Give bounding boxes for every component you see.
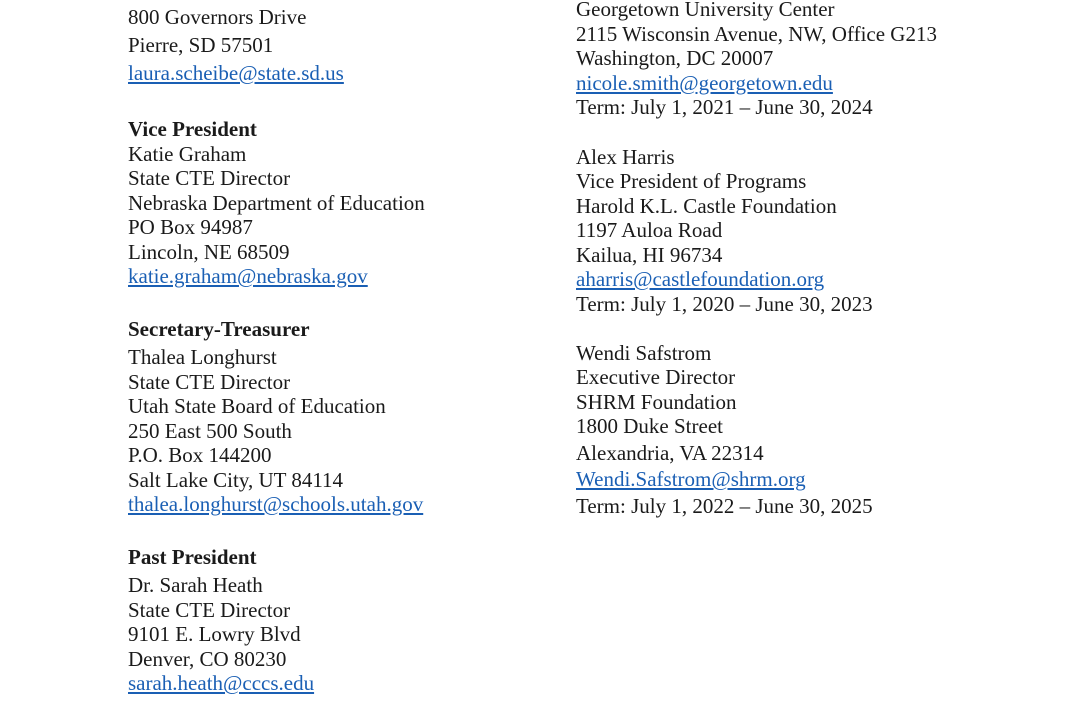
secretary-treasurer-address-line2: P.O. Box 144200 [128, 443, 272, 467]
vice-president-email-link[interactable]: katie.graham@nebraska.gov [128, 264, 368, 288]
secretary-treasurer-heading: Secretary-Treasurer [128, 317, 310, 341]
president-email-link[interactable]: laura.scheibe@state.sd.us [128, 61, 344, 85]
member1-email-link[interactable]: nicole.smith@georgetown.edu [576, 71, 833, 95]
member3-address-line2: Alexandria, VA 22314 [576, 441, 764, 465]
past-president-address-line1: 9101 E. Lowry Blvd [128, 622, 301, 646]
member2-title: Vice President of Programs [576, 169, 807, 193]
member3-title: Executive Director [576, 365, 736, 389]
member2-term: Term: July 1, 2020 – June 30, 2023 [576, 292, 873, 316]
secretary-treasurer-title: State CTE Director [128, 370, 291, 394]
president-address-line1: 800 Governors Drive [128, 5, 307, 29]
secretary-treasurer-address-line1: 250 East 500 South [128, 419, 292, 443]
secretary-treasurer-email-link[interactable]: thalea.longhurst@schools.utah.gov [128, 492, 424, 516]
member1-address-line2: Washington, DC 20007 [576, 46, 774, 70]
member3-email-link[interactable]: Wendi.Safstrom@shrm.org [576, 467, 806, 491]
vice-president-org: Nebraska Department of Education [128, 191, 425, 215]
member2-address-line2: Kailua, HI 96734 [576, 243, 723, 267]
member3-term: Term: July 1, 2022 – June 30, 2025 [576, 494, 873, 518]
vice-president-address-line2: Lincoln, NE 68509 [128, 240, 290, 264]
vice-president-heading: Vice President [128, 117, 257, 141]
member2-name: Alex Harris [576, 145, 675, 169]
vice-president-title: State CTE Director [128, 166, 291, 190]
member3-org: SHRM Foundation [576, 390, 737, 414]
secretary-treasurer-address-line3: Salt Lake City, UT 84114 [128, 468, 344, 492]
vice-president-address-line1: PO Box 94987 [128, 215, 253, 239]
member3-name: Wendi Safstrom [576, 341, 712, 365]
secretary-treasurer-name: Thalea Longhurst [128, 345, 277, 369]
secretary-treasurer-org: Utah State Board of Education [128, 394, 386, 418]
member2-email-link[interactable]: aharris@castlefoundation.org [576, 267, 825, 291]
member2-org: Harold K.L. Castle Foundation [576, 194, 837, 218]
past-president-email-link[interactable]: sarah.heath@cccs.edu [128, 671, 315, 695]
member1-term: Term: July 1, 2021 – June 30, 2024 [576, 95, 873, 119]
member3-address-line1: 1800 Duke Street [576, 414, 723, 438]
past-president-heading: Past President [128, 545, 257, 569]
president-address-line2: Pierre, SD 57501 [128, 33, 274, 57]
member1-org: Georgetown University Center [576, 0, 835, 21]
past-president-name: Dr. Sarah Heath [128, 573, 263, 597]
past-president-address-line2: Denver, CO 80230 [128, 647, 287, 671]
vice-president-name: Katie Graham [128, 142, 247, 166]
member2-address-line1: 1197 Auloa Road [576, 218, 723, 242]
past-president-title: State CTE Director [128, 598, 291, 622]
member1-address-line1: 2115 Wisconsin Avenue, NW, Office G213 [576, 22, 937, 46]
